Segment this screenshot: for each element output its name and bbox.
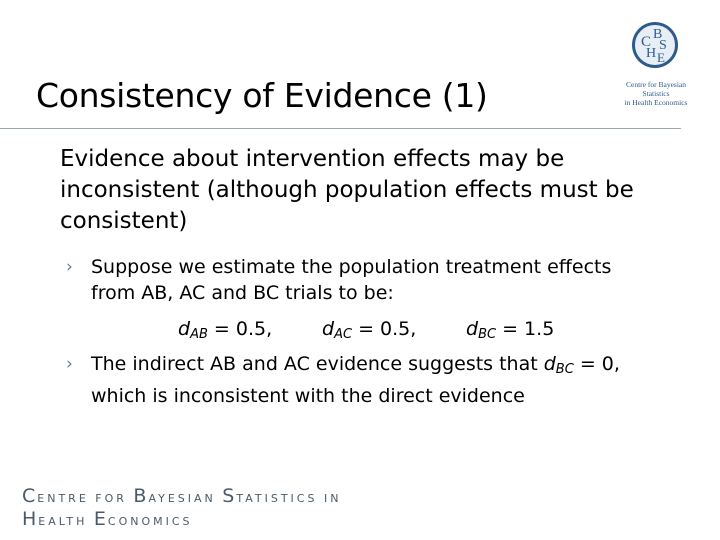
footer-initial: B <box>133 485 149 507</box>
equation-value: = 0.5, <box>352 318 417 340</box>
logo-caption-line1: Centre for Bayesian Statistics <box>626 80 686 98</box>
footer-initial: E <box>93 508 108 530</box>
bullet-chevron-icon: › <box>66 257 73 277</box>
footer-word: EALTH <box>38 515 94 528</box>
equation-subscript: BC <box>478 327 497 342</box>
footer-word: CONOMICS <box>107 515 193 528</box>
equation-symbol: d <box>178 318 191 340</box>
equation-symbol: d <box>466 318 479 340</box>
footer-initial: S <box>222 485 237 507</box>
footer-word: AYESIAN <box>148 492 223 505</box>
bullet-item-1 <box>66 254 651 306</box>
footer-line-1 <box>22 486 341 509</box>
equation-symbol: d <box>322 318 335 340</box>
inline-subscript: BC <box>555 362 574 377</box>
footer-word: TATISTICS IN <box>236 492 342 505</box>
title-divider <box>0 128 681 129</box>
logo-caption-line2: in Health Economics <box>624 98 688 107</box>
chbse-logo-seal <box>632 22 678 68</box>
equation-dac <box>322 316 416 348</box>
main-point: Evidence about intervention effects may be inconsistent (although population effects must be consistent) <box>60 146 634 234</box>
inline-symbol: d <box>543 353 556 375</box>
logo-seal-icon <box>632 22 678 68</box>
svg-text:H: H <box>646 46 657 61</box>
slide-title: Consistency of Evidence (1) <box>36 76 488 115</box>
svg-text:C: C <box>641 34 652 50</box>
equation-value: = 1.5 <box>496 318 555 340</box>
equation-subscript: AB <box>190 327 208 342</box>
footer-word: ENTRE FOR <box>37 492 134 505</box>
footer-initial: H <box>22 508 39 530</box>
bullet-chevron-icon: › <box>66 354 73 374</box>
bullet-text-2-start: The indirect AB and AC evidence suggests that <box>91 353 544 375</box>
footer-initial: C <box>22 485 38 507</box>
equation-dab <box>178 316 272 348</box>
equation-subscript: AC <box>334 327 353 342</box>
logo-caption <box>612 80 700 107</box>
svg-text:S: S <box>659 38 667 53</box>
bullet-text-2-end: = 0, which is inconsistent with the direct evidence <box>91 353 620 407</box>
equation-value: = 0.5, <box>207 318 273 340</box>
svg-text:E: E <box>657 50 665 65</box>
svg-text:B: B <box>653 27 663 42</box>
equation-dbc <box>466 316 554 348</box>
bullet-text-1: Suppose we estimate the population treatment effects from AB, AC and BC trials to be: <box>91 256 612 304</box>
footer-line-2 <box>22 509 341 532</box>
footer-wordmark <box>22 486 341 532</box>
bullet-item-2 <box>66 351 651 409</box>
